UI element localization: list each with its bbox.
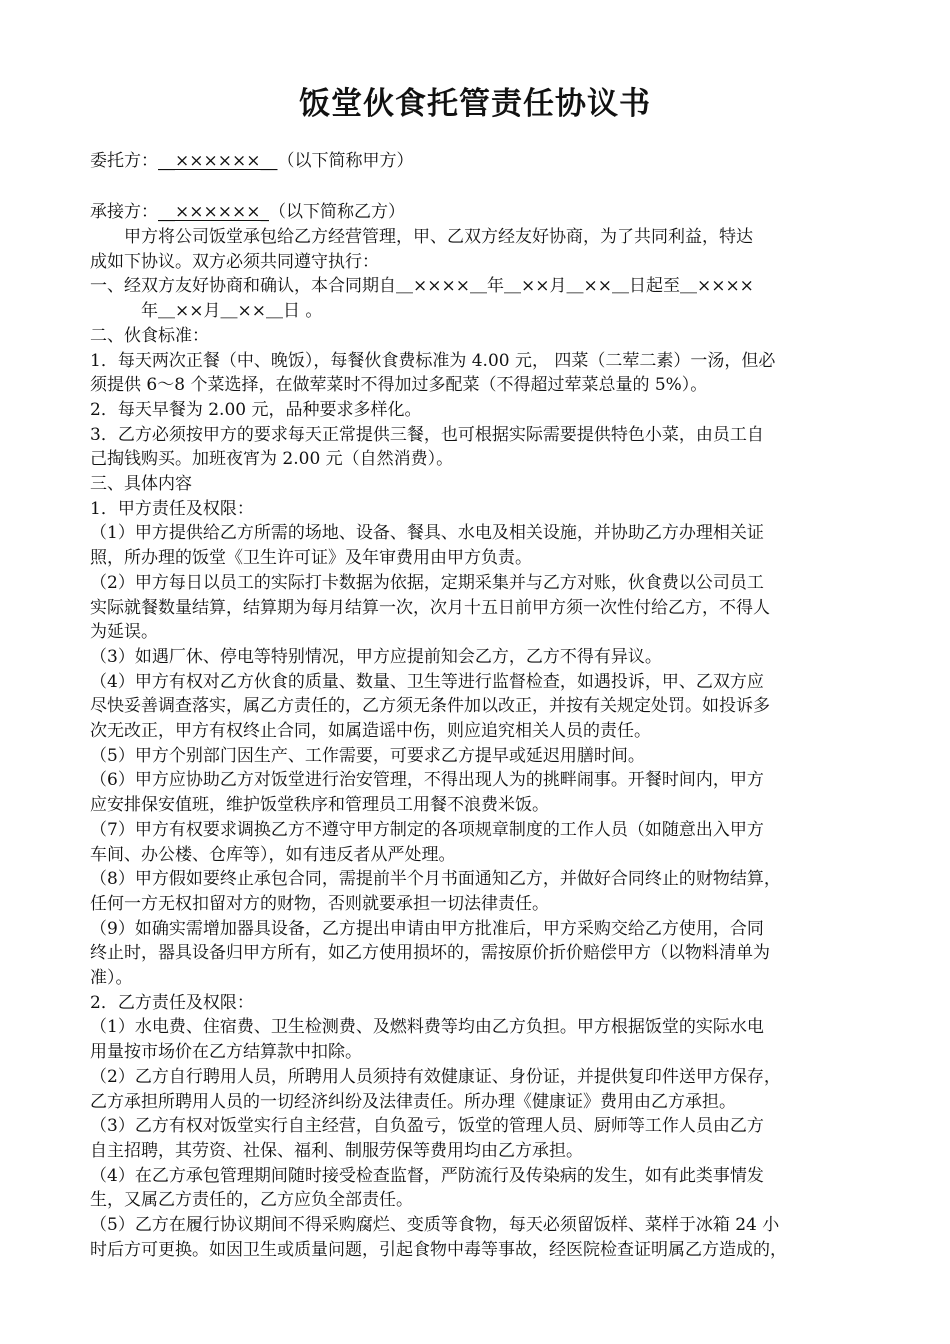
- paragraph-line: 1．每天两次正餐（中、晚饭），每餐伙食费标准为 4.00 元， 四菜（二荤二素）一汤，但必: [90, 350, 776, 371]
- paragraph-line: 己掏钱购买。加班夜宵为 2.00 元（自然消费）。: [90, 449, 454, 470]
- paragraph-line: 准）。: [90, 968, 133, 988]
- paragraph-line: 三、具体内容: [90, 474, 192, 494]
- paragraph-line: （9）如确实需增加器具设备，乙方提出申请由甲方批准后，甲方采购交给乙方使用，合同: [90, 918, 764, 939]
- paragraph-line: （4）在乙方承包管理期间随时接受检查监督，严防流行及传染病的发生，如有此类事情发: [90, 1165, 764, 1186]
- paragraph-line: （7）甲方有权要求调换乙方不遵守甲方制定的各项规章制度的工作人员（如随意出入甲方: [90, 819, 764, 840]
- party-a-value: __××××××__: [158, 151, 278, 171]
- paragraph-line: 终止时，器具设备归甲方所有，如乙方使用损坏的，需按原价折价赔偿甲方（以物料清单为: [90, 943, 770, 964]
- paragraph-line: （2）甲方每日以员工的实际打卡数据为依据，定期采集并与乙方对账，伙食费以公司员工: [90, 572, 764, 593]
- party-a-label: 委托方：: [90, 151, 158, 171]
- paragraph-line: （1）水电费、住宿费、卫生检测费、及燃料费等均由乙方负担。甲方根据饭堂的实际水电: [90, 1017, 764, 1038]
- paragraph-line: 甲方将公司饭堂承包给乙方经营管理，甲、乙双方经友好协商，为了共同利益，特达: [90, 227, 753, 247]
- paragraph-line: 自主招聘，其劳资、社保、福利、制服劳保等费用均由乙方承担。: [90, 1140, 583, 1161]
- party-b-suffix: （以下简称乙方）: [268, 202, 405, 222]
- paragraph-line: 一、经双方友好协商和确认，本合同期自＿××××＿年＿××月＿××＿日起至＿××××: [90, 276, 754, 297]
- paragraph-line: 车间、办公楼、仓库等），如有违反者从严处理。: [90, 844, 456, 865]
- document-title: 饭堂伙食托管责任协议书: [299, 86, 651, 122]
- party-b-line: [90, 200, 880, 224]
- paragraph-line: （5）乙方在履行协议期间不得采购腐烂、变质等食物，每天必须留饭样、菜样于冰箱 24 小: [90, 1215, 780, 1235]
- paragraph-line: 年＿××月＿××＿日 。: [90, 301, 323, 322]
- paragraph-line: 用量按市场价在乙方结算款中扣除。: [90, 1042, 362, 1063]
- paragraph-line: 尽快妥善调查落实，属乙方责任的，乙方须无条件加以改正，并按有关规定处罚。如投诉多: [90, 696, 770, 717]
- party-a-line: [90, 149, 880, 173]
- paragraph-line: 实际就餐数量结算，结算期为每月结算一次，次月十五日前甲方须一次性付给乙方，不得人: [90, 597, 770, 618]
- paragraph-line: 2．每天早餐为 2.00 元，品种要求多样化。: [90, 399, 422, 420]
- party-b-value: __××××××_: [158, 202, 269, 222]
- paragraph-line: （5）甲方个别部门因生产、工作需要，可要求乙方提早或延迟用膳时间。: [90, 745, 645, 766]
- paragraph-line: 1．甲方责任及权限：: [90, 498, 254, 519]
- paragraph-line: 二、伙食标准：: [90, 325, 209, 346]
- paragraph-line: 应安排保安值班，维护饭堂秩序和管理员工用餐不浪费米饭。: [90, 795, 549, 816]
- paragraph-line: 2．乙方责任及权限：: [90, 992, 254, 1013]
- paragraph-line: （6）甲方应协助乙方对饭堂进行治安管理，不得出现人为的挑畔闹事。开餐时间内，甲方: [90, 770, 764, 791]
- paragraph-line: 时后方可更换。如因卫生或质量问题，引起食物中毒等事故，经医院检查证明属乙方造成的，: [90, 1239, 787, 1260]
- paragraph-line: （2）乙方自行聘用人员，所聘用人员须持有效健康证、身份证，并提供复印件送甲方保存，: [90, 1066, 781, 1087]
- paragraph-line: （3）乙方有权对饭堂实行自主经营，自负盈亏，饭堂的管理人员、厨师等工作人员由乙方: [90, 1116, 764, 1137]
- party-b-label: 承接方：: [90, 202, 158, 222]
- paragraph-line: （3）如遇厂休、停电等特别情况，甲方应提前知会乙方，乙方不得有异议。: [90, 646, 662, 667]
- paragraph-line: 照，所办理的饭堂《卫生许可证》及年审费用由甲方负责。: [90, 548, 532, 569]
- party-a-suffix: （以下简称甲方）: [277, 151, 414, 171]
- paragraph-line: （4）甲方有权对乙方伙食的质量、数量、卫生等进行监督检查，如遇投诉，甲、乙双方应: [90, 671, 764, 692]
- paragraph-line: 成如下协议。双方必须共同遵守执行：: [90, 251, 379, 272]
- paragraph-line: 须提供 6～8 个菜选择，在做荤菜时不得加过多配菜（不得超过荤菜总量的 5%）。: [90, 375, 708, 396]
- paragraph-line: 3．乙方必须按甲方的要求每天正常提供三餐，也可根据实际需要提供特色小菜，由员工自: [90, 424, 764, 445]
- paragraph-line: 乙方承担所聘用人员的一切经济纠纷及法律责任。所办理《健康证》费用由乙方承担。: [90, 1091, 736, 1112]
- paragraph-line: 次无改正，甲方有权终止合同，如属造谣中伤，则应追究相关人员的责任。: [90, 721, 651, 741]
- paragraph-line: （1）甲方提供给乙方所需的场地、设备、餐具、水电及相关设施，并协助乙方办理相关证: [90, 523, 764, 544]
- paragraph-line: 生，又属乙方责任的，乙方应负全部责任。: [90, 1190, 413, 1211]
- paragraph-line: 为延误。: [90, 622, 158, 643]
- paragraph-line: （8）甲方假如要终止承包合同，需提前半个月书面通知乙方，并做好合同终止的财物结算，: [90, 869, 781, 890]
- paragraph-line: 任何一方无权扣留对方的财物，否则就要承担一切法律责任。: [90, 893, 549, 914]
